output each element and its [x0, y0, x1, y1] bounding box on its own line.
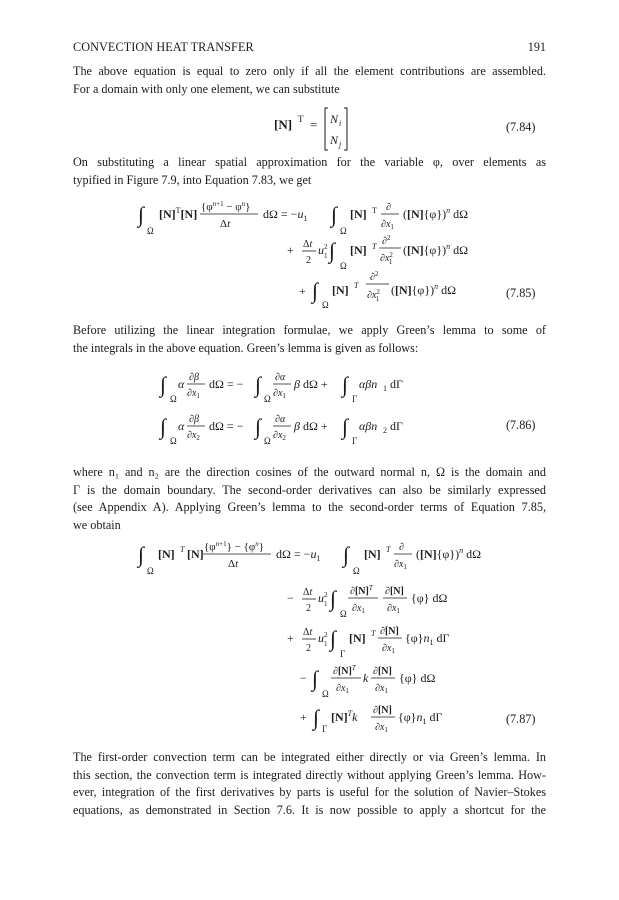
svg-text:Ω: Ω [322, 689, 329, 699]
svg-text:1: 1 [324, 252, 328, 260]
svg-text:Ω: Ω [340, 609, 347, 619]
svg-text:Ω: Ω [147, 226, 154, 236]
svg-text:Ω: Ω [340, 226, 347, 236]
svg-text:k: k [363, 671, 369, 685]
svg-text:2: 2 [306, 643, 311, 654]
svg-text:∫: ∫ [342, 372, 349, 397]
svg-text:1: 1 [383, 384, 387, 393]
svg-text:∂x1: $\partial x_1$ [387, 603, 400, 615]
svg-text:∫: ∫ [160, 372, 167, 397]
svg-text:dΓ: dΓ [390, 419, 403, 433]
svg-text:u: u [318, 591, 324, 605]
svg-text:∂α: ∂α [275, 372, 286, 383]
svg-text:{φ}n1 dΓ: $\{\varphi\}n_1$ dΓ [398, 710, 443, 726]
svg-text:dΩ = −: dΩ = − [209, 377, 244, 391]
svg-text:β dΩ +: β dΩ + [294, 419, 328, 433]
svg-text:[N]: [N] [364, 547, 381, 561]
svg-text:Ω: Ω [264, 436, 271, 446]
svg-text:{φ} dΩ: {φ} dΩ [411, 591, 448, 605]
svg-text:Ω: Ω [322, 300, 329, 310]
svg-text:T: T [180, 545, 185, 554]
svg-text:∂[N]: ∂[N] [380, 626, 399, 637]
svg-text:∫: ∫ [138, 202, 145, 227]
svg-text:∂2: ∂$^2$ [382, 234, 391, 247]
svg-text:∂x21: $\partial x^2$ 1 [367, 288, 380, 303]
svg-text:∂[N]: ∂[N] [385, 586, 404, 597]
svg-text:Δt: Δt [303, 587, 313, 598]
svg-text:Γ: Γ [340, 649, 346, 659]
svg-text:T: T [354, 281, 359, 290]
text-line: the integrals in the above equation. Green’s lemma is given as follows: [73, 340, 419, 355]
text-line: we obtain [73, 517, 121, 532]
svg-text:N: N [330, 133, 339, 147]
svg-text:∂[N]T: $\partial[N]^T$ [333, 664, 356, 677]
svg-text:2: 2 [306, 603, 311, 614]
svg-text:i: i [339, 119, 342, 128]
svg-text:∫: ∫ [312, 278, 319, 303]
svg-text:∫: ∫ [343, 542, 350, 567]
svg-text:∂: ∂ [399, 542, 404, 553]
running-title: CONVECTION HEAT TRANSFER [73, 40, 254, 54]
text-line: equations, as demonstrated in Section 7.6. It is now possible to apply a shortcut for the [73, 802, 546, 817]
svg-text:=: = [310, 117, 318, 132]
text-line: where n₁ and n₂ are the direction cosines of the outward normal n, Ω is the domain and [73, 465, 546, 479]
svg-text:+: + [299, 284, 306, 298]
text-line: ever, integration of the first derivatives by parts is useful for the solution of Navier–Stokes [73, 785, 546, 799]
svg-text:∂x1: $\partial x_1$ [394, 559, 407, 571]
svg-text:∂x1: $\partial x_1$ [273, 388, 286, 400]
svg-text:+: + [300, 710, 307, 724]
svg-text:2: 2 [324, 591, 328, 599]
svg-text:2: 2 [383, 426, 387, 435]
svg-text:Δt: Δt [303, 627, 313, 638]
svg-text:∂[N]T: $\partial[N]^T$ [350, 584, 373, 597]
svg-text:∂x1: $\partial x_1$ [375, 683, 388, 695]
svg-text:u: u [318, 243, 324, 257]
svg-text:β dΩ +: β dΩ + [294, 377, 328, 391]
svg-text:∫: ∫ [331, 202, 338, 227]
svg-text:Δt: Δt [303, 239, 313, 250]
equation-number: (7.86) [506, 418, 536, 432]
svg-text:∫: ∫ [255, 372, 262, 397]
text-line: The first-order convection term can be integrated either directly or via Green’s lemma. In [73, 750, 546, 764]
text-line: Γ is the domain boundary. The second-order derivatives can also be similarly expressed [73, 482, 546, 497]
svg-text:αβn: αβn [359, 419, 378, 433]
svg-text:2: 2 [324, 243, 328, 251]
svg-text:+: + [287, 243, 294, 257]
svg-text:dΩ = −: dΩ = − [209, 419, 244, 433]
paragraph-5 [73, 749, 546, 819]
page-number: 191 [527, 40, 546, 54]
svg-text:([N]{φ})n dΩ: $([N]\{\varphi\})^n$ dΩ [391, 282, 457, 297]
svg-text:∂[N]: ∂[N] [373, 705, 392, 716]
svg-text:2: 2 [306, 255, 311, 266]
svg-text:α: α [178, 377, 185, 391]
svg-text:T: T [298, 114, 304, 124]
svg-text:∂[N]: ∂[N] [373, 666, 392, 677]
svg-text:∂x2: $\partial x_2$ [273, 430, 286, 442]
svg-text:Ω: Ω [147, 566, 154, 576]
svg-text:1: 1 [324, 640, 328, 648]
paragraph-2 [73, 154, 546, 189]
paragraph-3 [73, 322, 546, 357]
svg-text:+: + [287, 631, 294, 645]
svg-text:T: T [371, 629, 376, 638]
svg-text:∂: ∂ [386, 202, 391, 213]
text-line: this section, the convection term is integrated directly without applying Green’s lemma. How- [73, 767, 546, 782]
svg-text:T: T [372, 206, 377, 215]
svg-text:∂β: ∂β [189, 372, 199, 383]
svg-text:∫: ∫ [312, 666, 319, 691]
svg-text:dΩ = −u1: $d\Omega = -u_1$ [276, 547, 321, 563]
svg-text:∂2: ∂$^2$ [370, 270, 379, 283]
svg-text:∂x1: $\partial x_1$ [336, 683, 349, 695]
svg-text:−: − [300, 671, 307, 685]
svg-text:dΩ = −u1: $d\Omega = -u_1$ [263, 207, 308, 223]
svg-text:[N]: [N] [158, 547, 175, 561]
svg-text:([N]{φ})n dΩ: $([N]\{\varphi\})^n$ dΩ [403, 242, 469, 257]
svg-text:∂α: ∂α [275, 414, 286, 425]
svg-text:[N]: [N] [349, 631, 366, 645]
svg-text:Γ: Γ [352, 436, 358, 446]
svg-text:T: T [386, 545, 391, 554]
text-line: (see Appendix A). Applying Green’s lemma to the second-order terms of Equation 7.85, [73, 500, 546, 514]
svg-text:([N]{φ})n dΩ: $([N]\{\varphi\})^n$ dΩ [416, 546, 482, 561]
svg-text:−: − [287, 591, 294, 605]
svg-text:2: 2 [324, 631, 328, 639]
svg-text:∫: ∫ [160, 414, 167, 439]
paragraph-4 [73, 464, 546, 534]
svg-text:∂x2: $\partial x_2$ [187, 430, 200, 442]
svg-text:Ω: Ω [353, 566, 360, 576]
svg-text:Δt: Δt [220, 218, 231, 230]
svg-text:Γ: Γ [322, 724, 328, 732]
svg-text:Ω: Ω [170, 394, 177, 404]
svg-text:∫: ∫ [342, 414, 349, 439]
svg-text:{φ} dΩ: {φ} dΩ [399, 671, 436, 685]
paragraph-1 [73, 63, 546, 98]
svg-text:∫: ∫ [313, 705, 320, 730]
equation-number: (7.84) [506, 120, 536, 134]
equation-7-87 [0, 532, 619, 732]
svg-text:∫: ∫ [329, 238, 336, 263]
svg-text:α: α [178, 419, 185, 433]
svg-text:∂x1: $\partial x_1$ [352, 603, 365, 615]
text-line: The above equation is equal to zero only if all the element contributions are assembled. [73, 64, 546, 78]
svg-text:Γ: Γ [352, 394, 358, 404]
svg-text:dΓ: dΓ [390, 377, 403, 391]
svg-text:∫: ∫ [330, 626, 337, 651]
svg-text:u: u [318, 631, 324, 645]
svg-text:{φ}n1 dΓ: $\{\varphi\}n_1$ dΓ [405, 631, 450, 647]
svg-text:[N]: [N] [274, 117, 293, 132]
svg-text:∫: ∫ [330, 586, 337, 611]
svg-text:1: 1 [324, 600, 328, 608]
text-line: Before utilizing the linear integration formulae, we apply Green’s lemma to some of [73, 323, 546, 337]
svg-text:[N]Tk: $[N]^Tk$ [331, 709, 358, 724]
svg-text:∂x1: $\partial x_1$ [381, 219, 394, 231]
svg-text:∂x1: $\partial x_1$ [382, 643, 395, 655]
text-line: For a domain with only one element, we can substitute [73, 81, 340, 96]
text-line: On substituting a linear spatial approximation for the variable φ, over elements as [73, 155, 546, 169]
svg-text:Ω: Ω [170, 436, 177, 446]
running-header [73, 40, 546, 56]
svg-text:j: j [339, 140, 342, 149]
svg-text:∂β: ∂β [189, 414, 199, 425]
svg-text:[N]: [N] [332, 283, 349, 297]
svg-text:∂x1: $\partial x_1$ [187, 388, 200, 400]
svg-text:[N]T[N]: $[N]^T[N]$ [159, 206, 198, 221]
svg-text:([N]{φ})n dΩ: $([N]\{\varphi\})^n$ dΩ [403, 206, 469, 221]
svg-text:∂x1: $\partial x_1$ [375, 722, 388, 732]
svg-text:Ω: Ω [340, 261, 347, 271]
svg-text:[N]: [N] [350, 207, 367, 221]
text-line: typified in Figure 7.9, into Equation 7.83, we get [73, 172, 312, 187]
svg-text:Ω: Ω [264, 394, 271, 404]
svg-text:{φn+1 − φn}: $\{\varphi^n+1 - \varphi^n\}$ [201, 200, 251, 213]
svg-text:N: N [330, 112, 339, 126]
svg-text:T: T [372, 242, 377, 251]
svg-text:∫: ∫ [138, 542, 145, 567]
svg-text:[N]: [N] [187, 547, 204, 561]
svg-text:[N]: [N] [350, 243, 367, 257]
svg-text:∫: ∫ [255, 414, 262, 439]
equation-7-86 [0, 358, 619, 458]
equation-number: (7.85) [506, 286, 536, 300]
svg-text:{φn+1} − {φn}: $\{\varphi^n+1\} - \{\varphi^n\}$ [204, 540, 264, 553]
svg-text:αβn: αβn [359, 377, 378, 391]
svg-text:Δt: Δt [228, 558, 239, 570]
equation-number: (7.87) [506, 712, 536, 726]
svg-text:∂x21: $\partial x^2$ 1 [380, 251, 393, 266]
